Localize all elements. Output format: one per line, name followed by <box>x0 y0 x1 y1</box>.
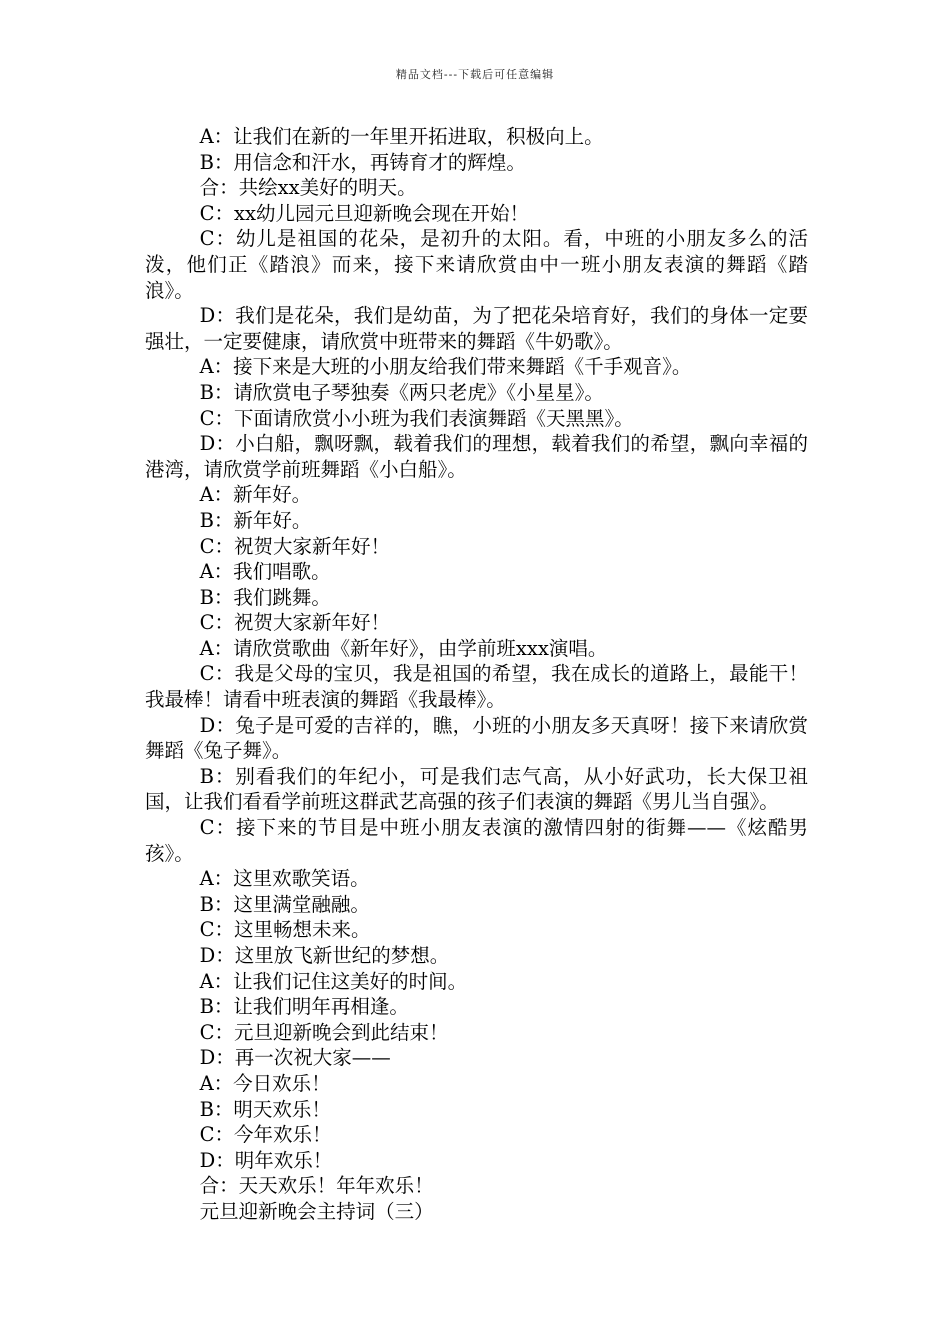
paragraph: 合：天天欢乐！年年欢乐！ <box>199 1174 434 1198</box>
paragraph: C：幼儿是祖国的花朵，是初升的太阳。看，中班的小朋友多么的活泼，他们正《踏浪》而来，接下来请欣赏由中一班小朋友表演的舞蹈《踏浪》。 <box>145 227 808 302</box>
paragraph: C：今年欢乐！ <box>199 1123 332 1147</box>
paragraph: D：再一次祝大家—— <box>199 1046 391 1070</box>
paragraph: C：我是父母的宝贝，我是祖国的希望，我在成长的道路上，最能干！我最棒！请看中班表演的舞蹈《我最棒》。 <box>145 662 808 712</box>
paragraph: C：这里畅想未来。 <box>199 918 371 942</box>
paragraph: B：别看我们的年纪小，可是我们志气高，从小好武功，长大保卫祖国，让我们看看学前班这群武艺高强的孩子们表演的舞蹈《男儿当自强》。 <box>145 764 808 814</box>
paragraph: D：小白船，飘呀飘，载着我们的理想，载着我们的希望，飘向幸福的港湾，请欣赏学前班舞蹈《小白船》。 <box>145 432 808 481</box>
paragraph: C：祝贺大家新年好！ <box>199 534 391 558</box>
paragraph: B：我们跳舞。 <box>199 585 331 609</box>
paragraph: D：我们是花朵，我们是幼苗，为了把花朵培育好，我们的身体一定要强壮，一定要健康，请欣赏中班带来的舞蹈《牛奶歌》。 <box>145 304 808 353</box>
paragraph: A：接下来是大班的小朋友给我们带来舞蹈《千手观音》。 <box>199 355 692 379</box>
paragraph: C：下面请欣赏小小班为我们表演舞蹈《天黑黑》。 <box>199 406 634 430</box>
paragraph: B：这里满堂融融。 <box>199 892 370 916</box>
paragraph: D：这里放飞新世纪的梦想。 <box>199 944 450 967</box>
paragraph: B：用信念和汗水，再铸育才的辉煌。 <box>199 150 526 174</box>
paragraph: C：xx幼儿园元旦迎新晚会现在开始！ <box>199 201 530 225</box>
paragraph: C：元旦迎新晚会到此结束！ <box>199 1020 449 1044</box>
paragraph: D：明年欢乐！ <box>199 1148 333 1172</box>
section-heading: 元旦迎新晚会主持词（三） <box>199 1199 434 1223</box>
paragraph: A：这里欢歌笑语。 <box>199 867 370 891</box>
paragraph: B：明天欢乐！ <box>199 1097 331 1121</box>
paragraph: B：新年好。 <box>199 508 312 532</box>
paragraph: A：今日欢乐！ <box>199 1071 331 1095</box>
paragraph: A：让我们在新的一年里开拓进取，积极向上。 <box>199 125 604 148</box>
paragraph: A：请欣赏歌曲《新年好》，由学前班xxx演唱。 <box>199 636 608 660</box>
paragraph: B：让我们明年再相逢。 <box>199 995 409 1019</box>
paragraph: C：接下来的节目是中班小朋友表演的激情四射的街舞——《炫酷男孩》。 <box>145 816 808 865</box>
paragraph: A：我们唱歌。 <box>199 560 331 584</box>
paragraph: A：新年好。 <box>199 483 312 507</box>
paragraph: D：兔子是可爱的吉祥的，瞧，小班的小朋友多天真呀！接下来请欣赏舞蹈《兔子舞》。 <box>145 713 808 763</box>
page-header: 精品文档---下载后可任意编辑 <box>395 68 555 81</box>
paragraph: 合：共绘xx美好的明天。 <box>199 176 417 200</box>
paragraph: A：让我们记住这美好的时间。 <box>199 969 468 993</box>
document-body <box>145 124 808 1225</box>
paragraph: B：请欣赏电子琴独奏《两只老虎》《小星星》。 <box>199 380 604 404</box>
paragraph: C：祝贺大家新年好！ <box>199 611 391 635</box>
